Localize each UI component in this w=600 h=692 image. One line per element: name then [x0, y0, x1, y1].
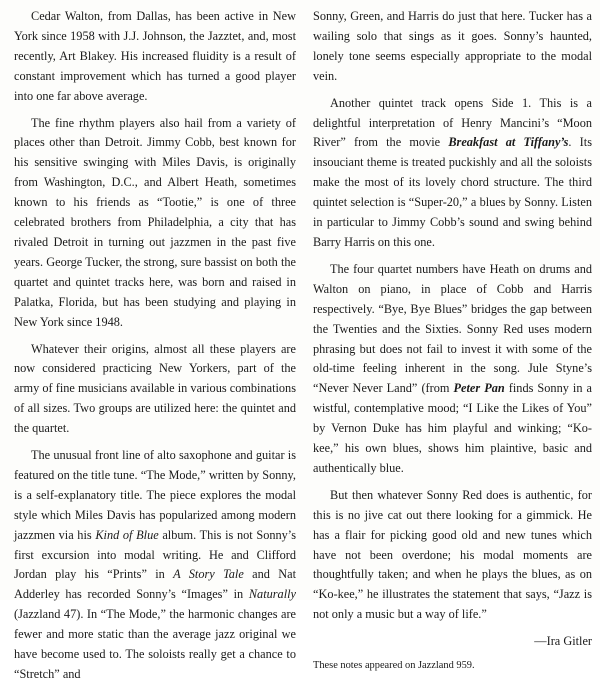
paragraph-quartet-numbers — [313, 260, 592, 479]
paragraph-cedar-walton: Cedar Walton, from Dallas, has been active in New York since 1958 with J.J. Johnson, the Jazztet, and, most recently, Art Blakey. His increased fluidity is a result of constant improvement which has turned a good player into one far above average. — [14, 9, 296, 103]
show-title: Peter Pan — [453, 381, 505, 396]
text-run: Another quintet track opens Side 1. This is a delightful interpretation of Henry Mancini’s “Moon River” from the movie — [313, 95, 592, 150]
paragraph-new-yorkers: Whatever their origins, almost all these players are now considered practicing New Yorkers, part of the army of fine musicians available in various combinations of all sizes. Two groups are utilized here: the quintet and the quartet. — [14, 341, 296, 436]
text-run: and Nat Adderley has recorded Sonny’s “Images” in — [14, 567, 296, 602]
album-title: Naturally — [248, 587, 296, 602]
text-run: finds Sonny in a wistful, contemplative mood; “I Like the Likes of You” by Vernon Duke has him playful and winking; “Ko-kee,” his own blues, shows him plaintive, basic and authentically blue. — [313, 381, 593, 475]
movie-title: Breakfast at Tiffany’s — [448, 135, 569, 150]
text-run: The four quartet numbers have Heath on drums and Walton on piano, in place of Cobb and Harris respectively. “Bye, Bye Blues” bridges the gap between the Twenties and the Sixties. Sonny Red uses modern phrasing but does not fail to invest it with some of the old-time feeling inherent in the song. Jule Styne’s “Never Never Land” (from — [313, 261, 592, 396]
left-column — [14, 7, 296, 692]
paragraph-rhythm-players: The fine rhythm players also hail from a variety of places other than Detroit. Jimmy Cobb, best known for his sensitive swinging with Miles Davis, is originally from Washington, D.C., and Albert Heath, sometimes known to his friends as “Tootie,” is one of three celebrated brothers from Philadelphia, a city that has rivaled Detroit in turning out jazzmen in the past five years. George Tucker, the strong, sure bassist on both the quartet and quintet tracks here, was born and raised in Palatka, Florida, but has been studying and playing in New York since 1948. — [14, 115, 296, 329]
text-run: (Jazzland 47). In “The Mode,” the harmonic changes are fewer and more static than the average jazz original we have become used to. The soloists really get a chance to “Stretch” and — [14, 607, 296, 681]
author-signature: —Ira Gitler — [534, 634, 592, 649]
album-title: A Story Tale — [173, 567, 244, 582]
right-column — [313, 7, 592, 680]
paragraph-moon-river — [313, 94, 592, 253]
paragraph-the-mode — [14, 446, 296, 685]
text-run: . Its insouciant theme is treated puckishly and all the soloists make the most of its lovely chord structure. The third quintet selection is “Super-20,” a blues by Sonny. Listen in particular to Jimmy Cobb’s sound and swing behind Barry Harris on this one. — [313, 135, 592, 249]
text-run: album. This is not Sonny’s first excursion into modal writing. He and Clifford Jordan play his “Prints” in — [14, 527, 296, 582]
text-run: The unusual front line of alto saxophone and guitar is featured on the title tune. “The Mode,” written by Sonny, is a self-explanatory title. The piece explores the modal style which Miles Davis has popularized among modern jazzmen via his — [14, 448, 296, 542]
paragraph-tucker-solo: Sonny, Green, and Harris do just that here. Tucker has a wailing solo that sings as it goes. Sonny’s haunted, lonely tone seems especially appropriate to the modal vein. — [313, 9, 592, 83]
album-title: Kind of Blue — [95, 527, 159, 542]
paragraph-authentic: But then whatever Sonny Red does is authentic, for this is no jive cat out there looking for a gimmick. He has a flair for picking good old and new tunes which have not been overdone; his modal moments are thoughtfully taken; and when he plays the blues, as on “Ko-kee,” he illustrates the statement that says, “Jazz is not only a music but a way of life.” — [313, 487, 592, 622]
source-note: These notes appeared on Jazzland 959. — [313, 660, 475, 672]
